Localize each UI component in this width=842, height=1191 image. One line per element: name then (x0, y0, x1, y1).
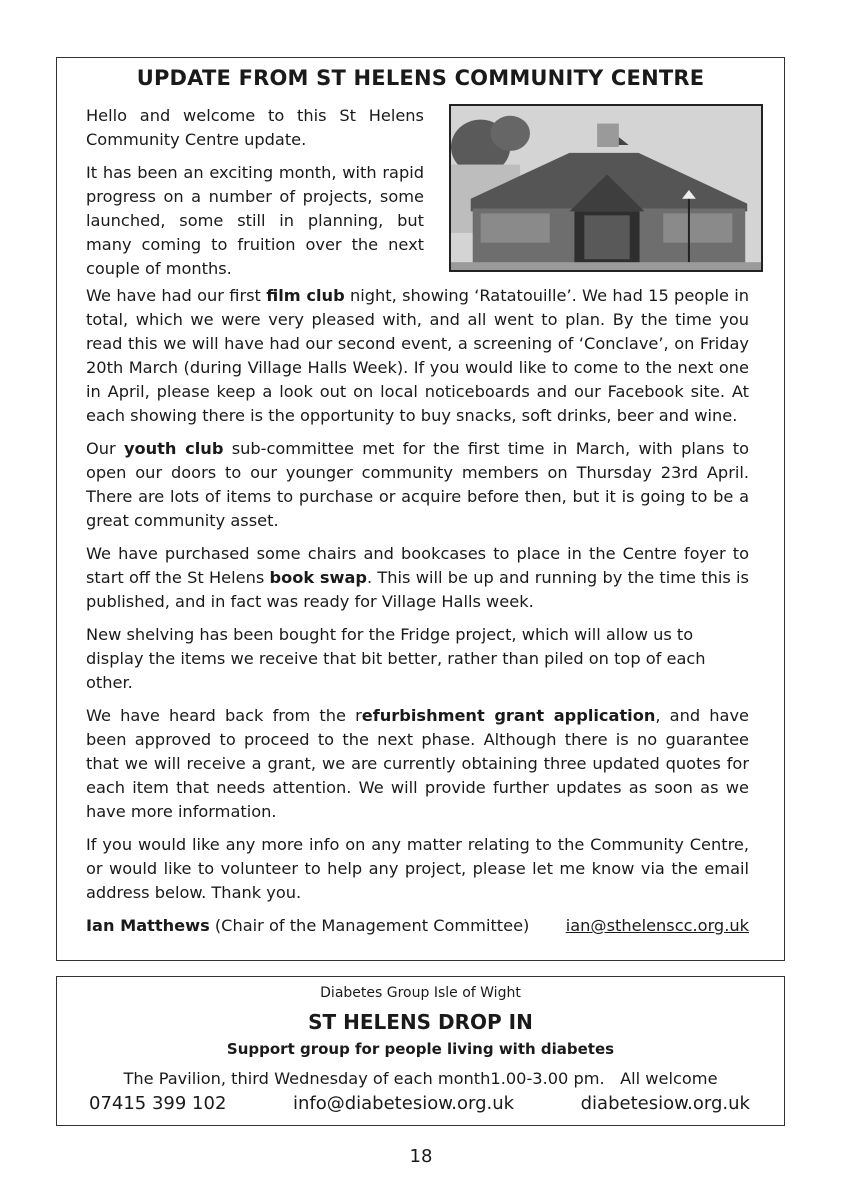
book-swap-highlight: book swap (269, 568, 367, 587)
grant-highlight: efurbishment grant application (361, 706, 656, 725)
contact-paragraph: If you would like any more info on any matter relating to the Community Centre, or would like to volunteer to help any project, please let me know via the email address below. Thank you. (86, 835, 749, 902)
drop-in-title: ST HELENS DROP IN (308, 1010, 533, 1034)
contact-email: info@diabetesiow.org.uk (292, 1093, 515, 1114)
phone-number: 07415 399 102 (89, 1093, 227, 1114)
youth-club-highlight: youth club (123, 439, 224, 458)
community-centre-photo (449, 104, 763, 272)
signature-row (86, 914, 749, 938)
page-number: 18 (409, 1146, 433, 1167)
drop-in-details: The Pavilion, third Wednesday of each month1.00-3.00 pm. All welcome (123, 1069, 718, 1088)
text-run: sub-committee met for the first time in March, with plans to open our doors to our younger community members on Thursday 23rd April. There are lots of items to purchase or acquire before then, but it is going to be a great community asset. (86, 439, 749, 530)
text-run: We have had our first (86, 286, 267, 305)
drop-in-advert (56, 976, 785, 1126)
film-club-paragraph (86, 284, 749, 428)
organisation-name: Diabetes Group Isle of Wight (320, 985, 521, 1001)
film-club-highlight: film club (266, 286, 345, 305)
article-title: UPDATE FROM ST HELENS COMMUNITY CENTRE (136, 66, 705, 90)
article-body (86, 284, 749, 938)
signature-email-link[interactable]: ian@sthelenscc.org.uk (565, 916, 749, 935)
intro-text (86, 104, 424, 290)
shelving-paragraph: New shelving has been bought for the Fridge project, which will allow us to display the items we receive that bit better, rather than piled on top of each other. (86, 625, 706, 692)
contact-row (89, 1093, 750, 1114)
book-swap-paragraph (86, 542, 749, 614)
grant-paragraph (86, 704, 749, 824)
text-run: night, showing ‘Ratatouille’. We had 15 people in total, which we were very pleased with, and all went to plan. By the time you read this we will have had our second event, a screening of ‘Conclave’, on Friday 20th March (during Village Halls Week). If you would like to come to the next one in April, please keep a look out on local noticeboards and our Facebook site. At each showing there is the opportunity to buy snacks, soft drinks, beer and wine. (86, 286, 749, 425)
drop-in-subtitle: Support group for people living with diabetes (226, 1040, 615, 1058)
community-centre-article (56, 57, 785, 961)
text-run: Our (86, 439, 124, 458)
website: diabetesiow.org.uk (580, 1093, 750, 1114)
intro-paragraph-2: It has been an exciting month, with rapid progress on a number of projects, some launched, some still in planning, but many coming to fruition over the next couple of months. (86, 163, 424, 278)
text-run: , and have been approved to proceed to the next phase. Although there is no guarantee that we will receive a grant, we are currently obtaining three updated quotes for each item that needs attention. We will provide further updates as soon as we have more information. (86, 706, 749, 821)
signature-role: (Chair of the Management Committee) (209, 916, 530, 935)
signature (86, 914, 529, 938)
intro-paragraph-1: Hello and welcome to this St Helens Community Centre update. (86, 106, 424, 149)
signature-name: Ian Matthews (86, 916, 210, 935)
youth-club-paragraph (86, 437, 749, 533)
text-run: . This will be up and running by the time this is published, and in fact was ready for Village Halls week. (86, 568, 749, 611)
text-run: We have purchased some chairs and bookcases to place in the Centre foyer to start off the St Helens (86, 544, 749, 587)
text-run: We have heard back from the r (86, 706, 362, 725)
